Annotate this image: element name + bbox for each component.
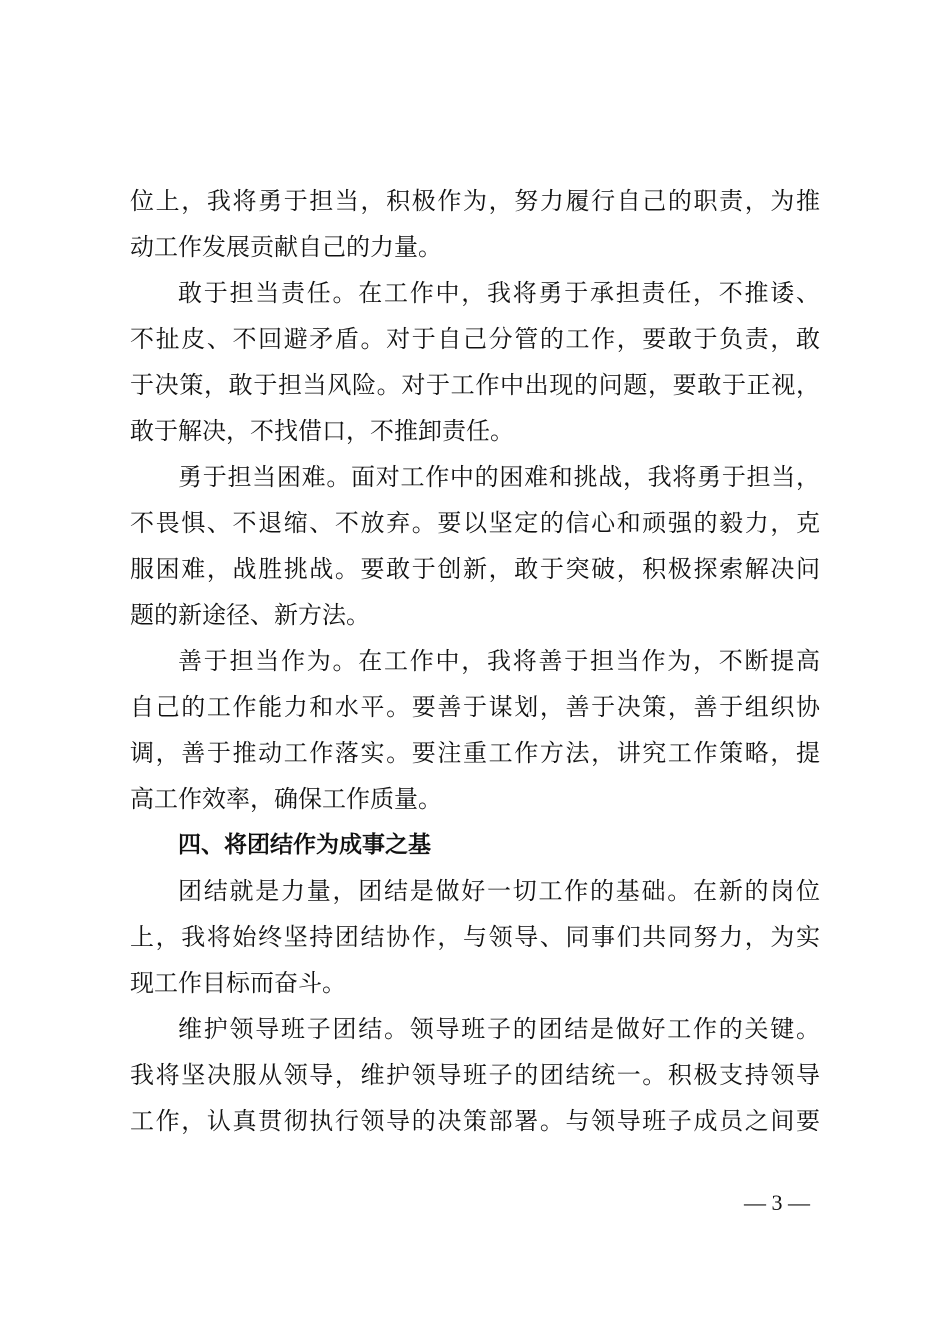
text-line: 于决策，敢于担当风险。对于工作中出现的问题，要敢于正视， bbox=[130, 371, 820, 399]
text-line: 维护领导班子团结。领导班子的团结是做好工作的关键。 bbox=[178, 1015, 820, 1043]
text-line: 自己的工作能力和水平。要善于谋划，善于决策，善于组织协 bbox=[130, 693, 820, 721]
page-number: — 3 — bbox=[744, 1190, 810, 1215]
section-heading: 四、将团结作为成事之基 bbox=[178, 832, 431, 858]
text-line: 上，我将始终坚持团结协作，与领导、同事们共同努力，为实 bbox=[130, 923, 820, 951]
text-line: 调，善于推动工作落实。要注重工作方法，讲究工作策略，提 bbox=[130, 739, 820, 767]
text-line: 敢于解决，不找借口，不推卸责任。 bbox=[130, 417, 514, 445]
text-line: 敢于担当责任。在工作中，我将勇于承担责任，不推诿、 bbox=[178, 279, 820, 307]
body-text bbox=[130, 178, 820, 1144]
text-line: 服困难，战胜挑战。要敢于创新，敢于突破，积极探索解决问 bbox=[130, 555, 820, 583]
text-line: 现工作目标而奋斗。 bbox=[130, 969, 346, 997]
text-line: 我将坚决服从领导，维护领导班子的团结统一。积极支持领导 bbox=[130, 1061, 820, 1089]
text-line: 不畏惧、不退缩、不放弃。要以坚定的信心和顽强的毅力，克 bbox=[130, 509, 820, 537]
text-line: 不扯皮、不回避矛盾。对于自己分管的工作，要敢于负责，敢 bbox=[130, 325, 820, 353]
text-line: 位上，我将勇于担当，积极作为，努力履行自己的职责，为推 bbox=[130, 187, 820, 215]
text-line: 题的新途径、新方法。 bbox=[130, 601, 370, 629]
text-line: 高工作效率，确保工作质量。 bbox=[130, 785, 442, 813]
text-line: 团结就是力量，团结是做好一切工作的基础。在新的岗位 bbox=[178, 877, 820, 905]
text-line: 善于担当作为。在工作中，我将善于担当作为，不断提高 bbox=[178, 647, 820, 675]
text-line: 勇于担当困难。面对工作中的困难和挑战，我将勇于担当， bbox=[178, 463, 820, 491]
text-line: 动工作发展贡献自己的力量。 bbox=[130, 233, 442, 261]
text-line: 工作，认真贯彻执行领导的决策部署。与领导班子成员之间要 bbox=[130, 1107, 820, 1135]
